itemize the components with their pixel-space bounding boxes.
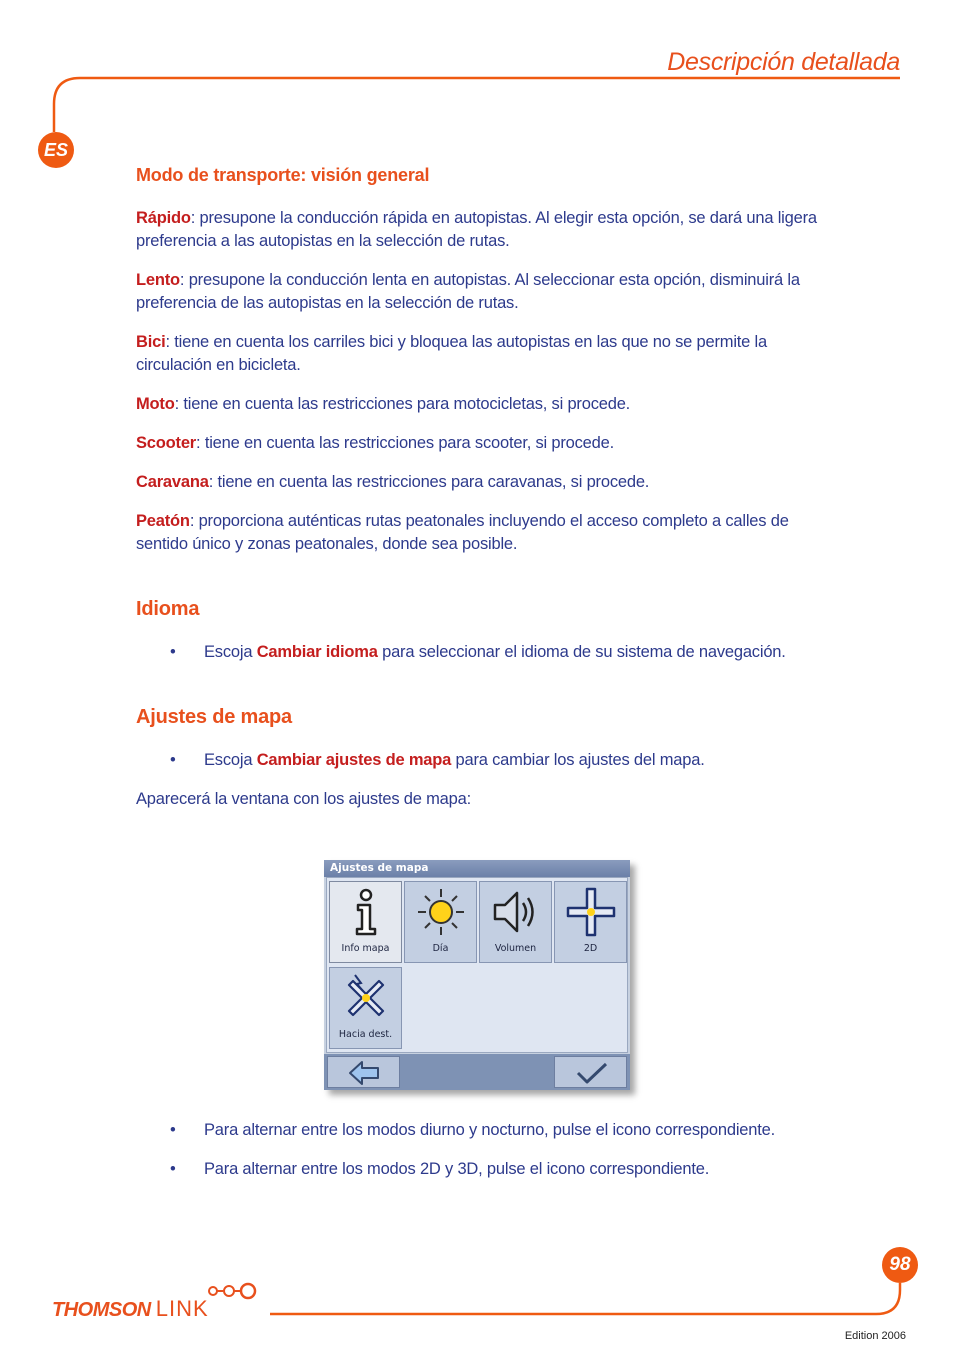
transport-term: Moto xyxy=(136,395,175,413)
transport-heading: Modo de transporte: visión general xyxy=(136,165,430,185)
day-tile[interactable] xyxy=(404,881,477,963)
brand-name-right: LINK xyxy=(155,1296,209,1321)
transport-term: Peatón xyxy=(136,512,190,530)
tile-label: 2D xyxy=(583,943,598,954)
2d-tile[interactable] xyxy=(554,881,627,963)
tile-label: Volumen xyxy=(494,943,537,954)
speaker-icon xyxy=(491,887,541,937)
map-window-intro: Aparecerá la ventana con los ajustes de mapa: xyxy=(136,790,471,808)
window-footer xyxy=(324,1054,630,1090)
transport-item xyxy=(136,331,826,377)
bullet-text: Escoja xyxy=(204,751,257,769)
tile-label: Hacia dest. xyxy=(338,1029,393,1040)
heading-destination-icon xyxy=(341,973,391,1023)
tile-label: Info mapa xyxy=(341,943,390,954)
transport-item xyxy=(136,432,826,455)
transport-term: Lento xyxy=(136,271,180,289)
back-button[interactable] xyxy=(327,1056,400,1088)
transport-term: Caravana xyxy=(136,473,209,491)
language-heading: Idioma xyxy=(136,598,200,620)
brand-name-left: THOMSON xyxy=(52,1299,151,1321)
window-body xyxy=(326,877,628,1053)
2d-3d-bullet: • Para alternar entre los modos 2D y 3D, pulse el icono correspondiente. xyxy=(136,1158,836,1181)
transport-desc: : presupone la conducción rápida en autopistas. Al elegir esta opción, se dará una ligera preferencia a las autopistas en la selección de rutas. xyxy=(136,209,817,250)
transport-desc: : tiene en cuenta las restricciones para caravanas, si procede. xyxy=(208,473,650,491)
transport-desc: : tiene en cuenta las restricciones para motocicletas, si procede. xyxy=(174,395,631,413)
edition-label: Edition 2006 xyxy=(844,1330,906,1342)
transport-term: Rápido xyxy=(136,209,191,227)
transport-item xyxy=(136,393,826,416)
language-badge: ES xyxy=(38,132,74,168)
change-map-settings-term: Cambiar ajustes de mapa xyxy=(256,751,452,769)
page-title: Descripción detallada xyxy=(667,48,900,76)
heading-destination-tile[interactable] xyxy=(329,967,402,1049)
link-chain-icon xyxy=(207,1282,259,1300)
transport-desc: : presupone la conducción lenta en autopistas. Al seleccionar esta opción, disminuirá la preferencia de las autopistas en la selección de rutas. xyxy=(136,271,800,312)
checkmark-icon xyxy=(575,1060,609,1086)
transport-desc: : tiene en cuenta las restricciones para scooter, si procede. xyxy=(196,434,614,452)
language-bullet xyxy=(136,641,826,664)
info-map-tile[interactable] xyxy=(329,881,402,963)
transport-desc: : proporciona auténticas rutas peatonales incluyendo el acceso completo a calles de sentido único y zonas peatonales, donde sea posible. xyxy=(136,512,789,553)
info-icon xyxy=(341,887,391,937)
bullet-text: Escoja xyxy=(204,643,257,661)
map-settings-heading: Ajustes de mapa xyxy=(136,706,292,728)
main-content xyxy=(136,164,826,827)
map-settings-window xyxy=(324,860,630,1090)
day-night-bullet: • Para alternar entre los modos diurno y nocturno, pulse el icono correspondiente. xyxy=(136,1119,836,1142)
transport-item xyxy=(136,269,826,315)
post-window-notes xyxy=(136,1119,836,1197)
volume-tile[interactable] xyxy=(479,881,552,963)
transport-item xyxy=(136,471,826,494)
back-arrow-icon xyxy=(348,1060,382,1086)
tile-label: Día xyxy=(432,943,449,954)
page-number: 98 xyxy=(882,1247,918,1283)
transport-desc: : tiene en cuenta los carriles bici y bloquea las autopistas en las que no se permite la circulación en bicicleta. xyxy=(136,333,767,374)
bullet-text: para cambiar los ajustes del mapa. xyxy=(451,751,705,769)
sun-icon xyxy=(416,887,466,937)
map-settings-bullet xyxy=(136,749,826,772)
transport-item xyxy=(136,510,826,556)
window-title: Ajustes de mapa xyxy=(324,860,630,877)
confirm-button[interactable] xyxy=(554,1056,627,1088)
transport-term: Bici xyxy=(136,333,166,351)
transport-term: Scooter xyxy=(136,434,197,452)
brand-logo xyxy=(52,1296,209,1322)
bullet-text: para seleccionar el idioma de su sistema de navegación. xyxy=(377,643,786,661)
compass-cross-icon xyxy=(566,887,616,937)
change-language-term: Cambiar idioma xyxy=(256,643,378,661)
transport-item xyxy=(136,207,826,253)
